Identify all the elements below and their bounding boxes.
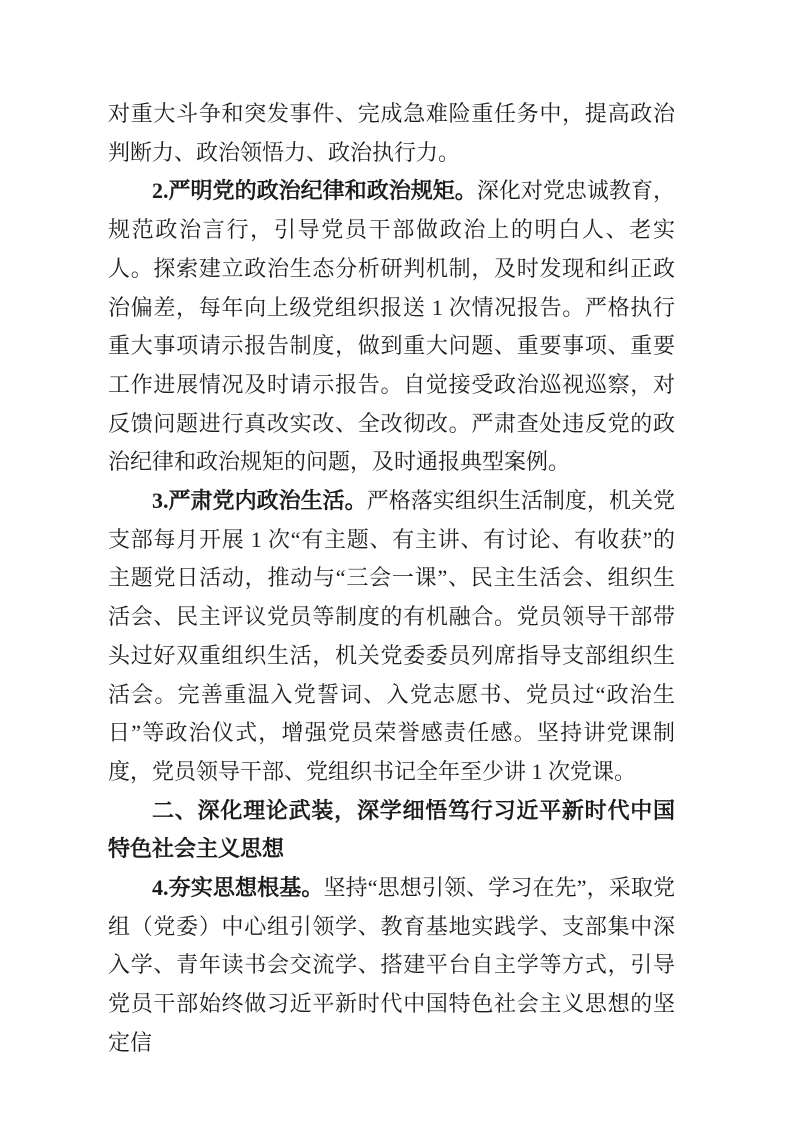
body-text: 严格落实组织生活制度，机关党支部每月开展 1 次“有主题、有主讲、有讨论、有收获”的主题党日活动，推动与“三会一课”、民主生活会、组织生活会、民主评议党员等制度的有机融合。党员领导干部带头过好双重组织生活，机关党委委员列席指导支部组织生活会。完善重温入党誓词、入党志愿书、党员过“政治生日”等政治仪式，增强党员荣誉感责任感。坚持讲党课制度，党员领导干部、党组织书记全年至少讲 1 次党课。 <box>108 488 675 784</box>
bold-lead-text: 4.夯实思想根基。 <box>152 875 324 901</box>
paragraph <box>108 172 675 482</box>
document-content <box>108 95 675 1063</box>
body-text: 深化对党忠诚教育，规范政治言行，引导党员干部做政治上的明白人、老实人。探索建立政治生态分析研判机制，及时发现和纠正政治偏差，每年向上级党组织报送 1 次情况报告。严格执行重大事项请示报告制度，做到重大问题、重要事项、重要工作进展情况及时请示报告。自觉接受政治巡视巡察，对反馈问题进行真改实改、全改彻改。严肃查处违反党的政治纪律和政治规矩的问题，及时通报典型案例。 <box>108 178 675 475</box>
paragraph <box>108 482 675 792</box>
bold-lead-text: 3.严肃党内政治生活。 <box>152 488 367 514</box>
paragraph <box>108 95 675 172</box>
section-heading <box>108 792 675 869</box>
paragraph <box>108 869 675 1063</box>
bold-lead-text: 二、深化理论武装，深学细悟笃行习近平新时代中国特色社会主义思想 <box>108 797 675 862</box>
body-text: 对重大斗争和突发事件、完成急难险重任务中，提高政治判断力、政治领悟力、政治执行力。 <box>108 101 675 165</box>
body-text: 坚持“思想引领、学习在先”，采取党组（党委）中心组引领学、教育基地实践学、支部集中深入学、青年读书会交流学、搭建平台自主学等方式，引导党员干部始终做习近平新时代中国特色社会主义思想的坚定信 <box>108 875 675 1055</box>
bold-lead-text: 2.严明党的政治纪律和政治规矩。 <box>152 178 477 204</box>
